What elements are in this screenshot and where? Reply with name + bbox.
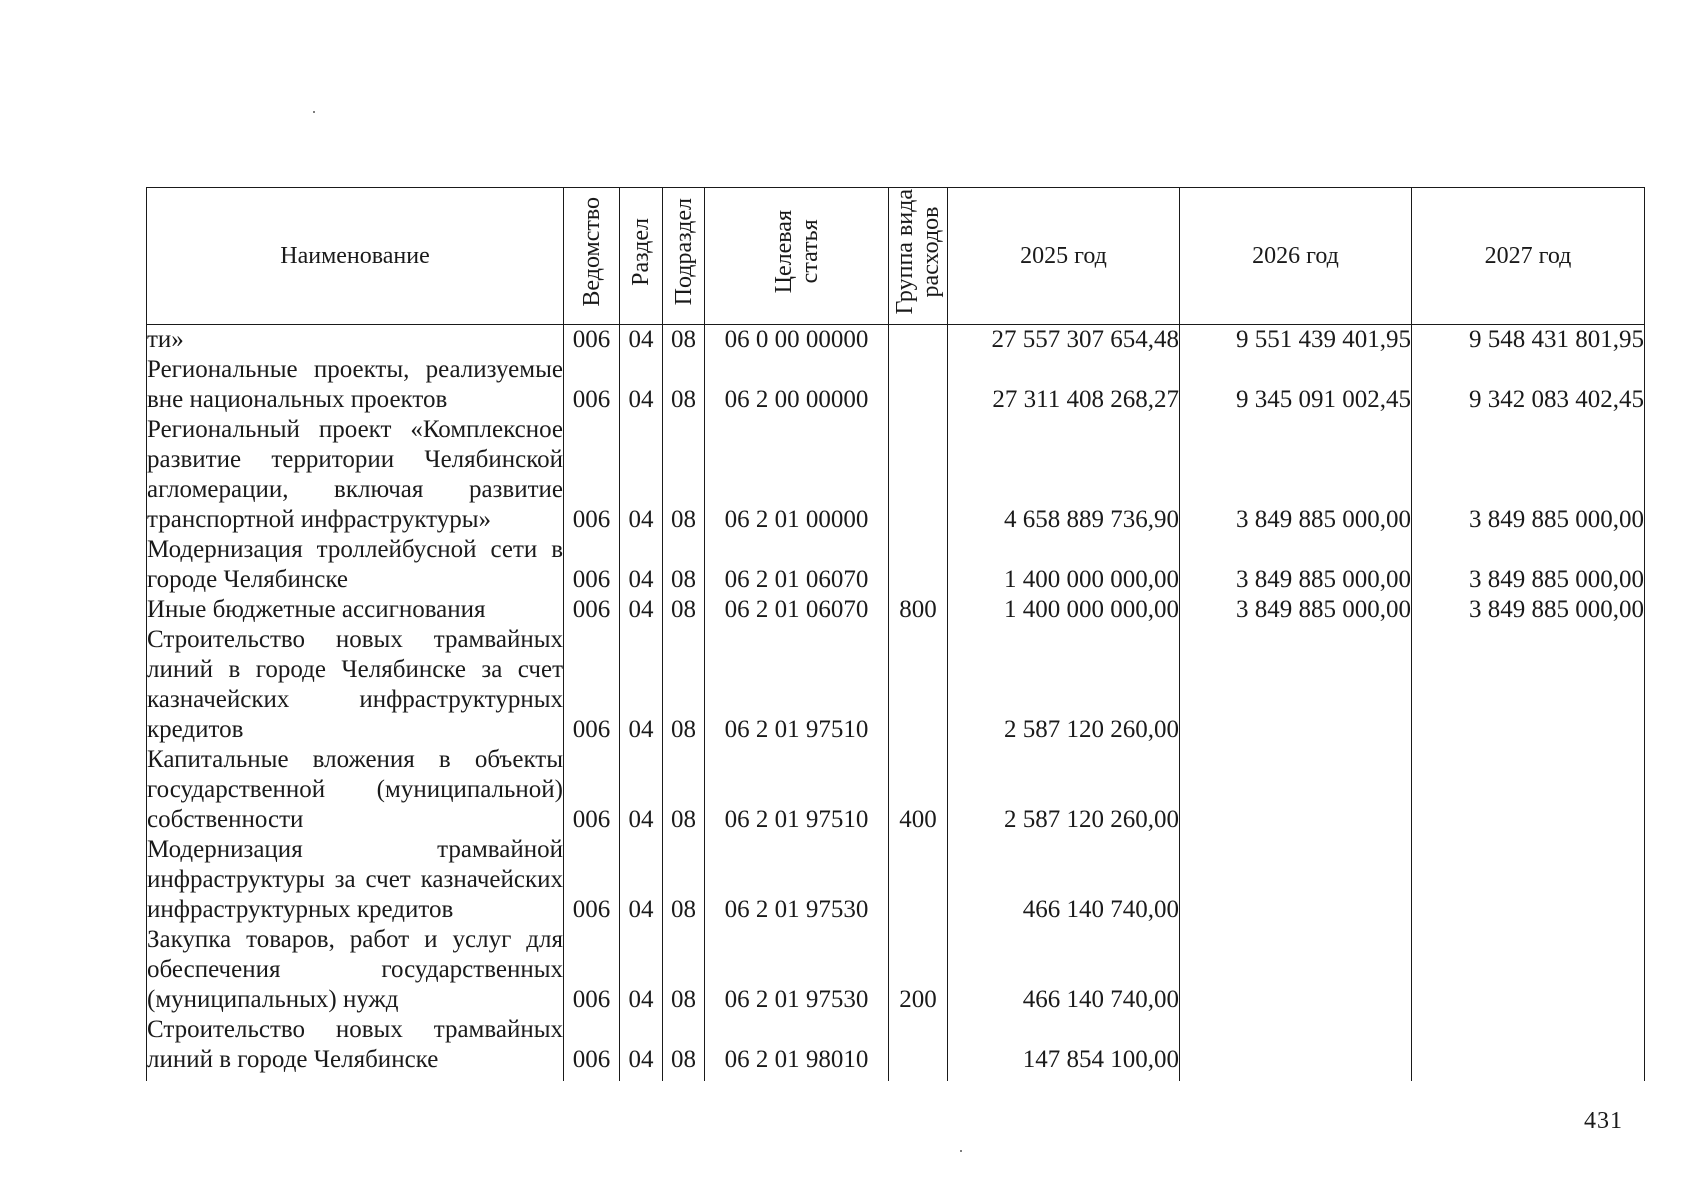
cell-2027: 3 849 885 000,00 — [1412, 415, 1645, 535]
cell-2026: 3 849 885 000,00 — [1180, 535, 1412, 595]
cell-expense-group — [889, 535, 948, 595]
cell-name: Региональные проекты, реализуемые вне национальных проектов — [147, 356, 563, 413]
cell-2026: 3 849 885 000,00 — [1180, 415, 1412, 535]
cell-2027 — [1412, 1015, 1645, 1081]
cell-section: 04 — [620, 595, 663, 625]
cell-section: 04 — [620, 355, 663, 415]
cell-expense-group — [889, 355, 948, 415]
table-header-row — [147, 188, 1645, 325]
cell-expense-group — [889, 625, 948, 745]
cell-2025: 4 658 889 736,90 — [948, 415, 1180, 535]
cell-2027: 3 849 885 000,00 — [1412, 595, 1645, 625]
cell-department: 006 — [564, 835, 620, 925]
cell-2026: 9 551 439 401,95 — [1180, 325, 1412, 356]
scan-speck — [960, 1150, 962, 1152]
cell-subsection: 08 — [663, 835, 705, 925]
cell-target-article: 06 2 01 00000 — [705, 415, 889, 535]
cell-expense-group: 200 — [889, 925, 948, 1015]
cell-subsection: 08 — [663, 1015, 705, 1081]
cell-target-article: 06 2 01 97510 — [705, 625, 889, 745]
table-body — [147, 325, 1645, 1082]
cell-name: Строительство новых трамвайных линий в городе Челябинске — [147, 1015, 564, 1081]
cell-2025: 1 400 000 000,00 — [948, 595, 1180, 625]
cell-name: Региональный проект «Комплексное развитие территории Челябинской агломерации, включая развитие транспортной инфраструктуры» — [147, 416, 563, 533]
cell-subsection: 08 — [663, 595, 705, 625]
header-subsection: Подраздел — [663, 188, 705, 325]
cell-target-article: 06 2 00 00000 — [705, 355, 889, 415]
cell-department: 006 — [564, 415, 620, 535]
page-number: 431 — [1584, 1108, 1623, 1134]
cell-target-article: 06 2 01 06070 — [705, 595, 889, 625]
cell-2025: 27 557 307 654,48 — [948, 325, 1180, 356]
cell-2026 — [1180, 1015, 1412, 1081]
header-name: Наименование — [147, 188, 564, 325]
cell-2027 — [1412, 925, 1645, 1015]
cell-department: 006 — [564, 625, 620, 745]
cell-section: 04 — [620, 835, 663, 925]
table-row — [147, 745, 1645, 835]
table-row — [147, 415, 1645, 535]
scan-speck — [313, 111, 315, 113]
cell-section: 04 — [620, 625, 663, 745]
cell-2027: 3 849 885 000,00 — [1412, 535, 1645, 595]
cell-subsection: 08 — [663, 355, 705, 415]
header-2027: 2027 год — [1412, 188, 1645, 325]
cell-department: 006 — [564, 595, 620, 625]
header-target-article: Целевая статья — [705, 188, 889, 325]
cell-2025: 1 400 000 000,00 — [948, 535, 1180, 595]
cell-target-article: 06 2 01 97510 — [705, 745, 889, 835]
header-expense-group: Группа вида расходов — [889, 188, 948, 325]
cell-expense-group — [889, 325, 948, 356]
table-row — [147, 1015, 1645, 1081]
cell-2026 — [1180, 925, 1412, 1015]
cell-2026 — [1180, 625, 1412, 745]
cell-name: Закупка товаров, работ и услуг для обеспечения государственных (муниципальных) нужд — [147, 926, 563, 1013]
budget-table — [146, 187, 1645, 1081]
cell-name: ти» — [147, 325, 564, 356]
cell-2027 — [1412, 625, 1645, 745]
cell-2025: 466 140 740,00 — [948, 835, 1180, 925]
cell-target-article: 06 2 01 06070 — [705, 535, 889, 595]
cell-subsection: 08 — [663, 745, 705, 835]
cell-section: 04 — [620, 415, 663, 535]
table-row — [147, 925, 1645, 1015]
cell-subsection: 08 — [663, 925, 705, 1015]
table-row — [147, 325, 1645, 356]
cell-department: 006 — [564, 745, 620, 835]
cell-2025: 147 854 100,00 — [948, 1015, 1180, 1081]
table-row — [147, 625, 1645, 745]
table-row — [147, 535, 1645, 595]
cell-department: 006 — [564, 1015, 620, 1081]
header-2025: 2025 год — [948, 188, 1180, 325]
cell-2027: 9 548 431 801,95 — [1412, 325, 1645, 356]
cell-subsection: 08 — [663, 415, 705, 535]
table-row — [147, 595, 1645, 625]
cell-2025: 27 311 408 268,27 — [948, 355, 1180, 415]
cell-2025: 2 587 120 260,00 — [948, 625, 1180, 745]
cell-expense-group: 400 — [889, 745, 948, 835]
cell-expense-group — [889, 415, 948, 535]
cell-name: Модернизация трамвайной инфраструктуры за счет казначейских инфраструктурных кредитов — [147, 836, 563, 923]
cell-2025: 2 587 120 260,00 — [948, 745, 1180, 835]
cell-section: 04 — [620, 1015, 663, 1081]
cell-2025: 466 140 740,00 — [948, 925, 1180, 1015]
cell-department: 006 — [564, 535, 620, 595]
cell-target-article: 06 2 01 97530 — [705, 925, 889, 1015]
header-department: Ведомство — [564, 188, 620, 325]
cell-name: Капитальные вложения в объекты государственной (муниципальной) собственности — [147, 746, 563, 833]
cell-2027 — [1412, 745, 1645, 835]
cell-department: 006 — [564, 925, 620, 1015]
header-section: Раздел — [620, 188, 663, 325]
table-row — [147, 355, 1645, 415]
cell-2027: 9 342 083 402,45 — [1412, 355, 1645, 415]
cell-target-article: 06 2 01 98010 — [705, 1015, 889, 1081]
cell-expense-group — [889, 1015, 948, 1081]
cell-target-article: 06 0 00 00000 — [705, 325, 889, 356]
cell-section: 04 — [620, 925, 663, 1015]
cell-section: 04 — [620, 325, 663, 356]
cell-department: 006 — [564, 355, 620, 415]
cell-expense-group — [889, 835, 948, 925]
cell-expense-group: 800 — [889, 595, 948, 625]
header-2026: 2026 год — [1180, 188, 1412, 325]
cell-name: Иные бюджетные ассигнования — [147, 595, 564, 625]
cell-section: 04 — [620, 535, 663, 595]
cell-2026 — [1180, 835, 1412, 925]
cell-target-article: 06 2 01 97530 — [705, 835, 889, 925]
table-row — [147, 835, 1645, 925]
cell-2027 — [1412, 835, 1645, 925]
cell-name: Модернизация троллейбусной сети в городе Челябинске — [147, 536, 563, 593]
cell-2026 — [1180, 745, 1412, 835]
cell-subsection: 08 — [663, 535, 705, 595]
cell-department: 006 — [564, 325, 620, 356]
cell-2026: 3 849 885 000,00 — [1180, 595, 1412, 625]
cell-subsection: 08 — [663, 325, 705, 356]
cell-2026: 9 345 091 002,45 — [1180, 355, 1412, 415]
cell-name: Строительство новых трамвайных линий в городе Челябинске за счет казначейских инфраструктурных кредитов — [147, 626, 563, 743]
cell-subsection: 08 — [663, 625, 705, 745]
cell-section: 04 — [620, 745, 663, 835]
